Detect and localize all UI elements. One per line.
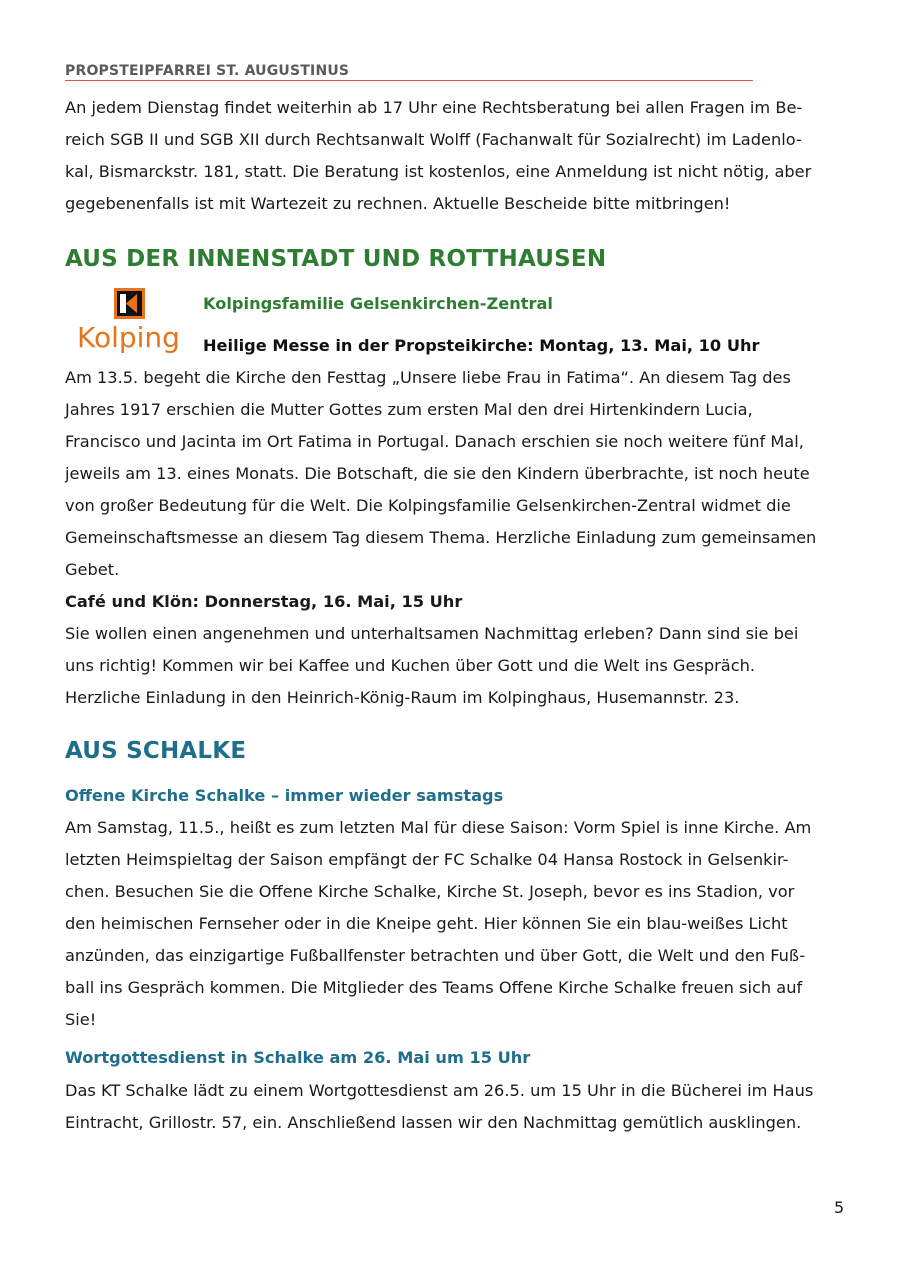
text-line: gegebenenfalls ist mit Wartezeit zu rechnen. Aktuelle Bescheide bitte mitbringen! <box>65 194 731 213</box>
page-number: 5 <box>834 1198 845 1217</box>
svg-text:Kolping: Kolping <box>77 321 180 354</box>
text-line: Das KT Schalke lädt zu einem Wortgottesdienst am 26.5. um 15 Uhr in die Bücherei im Haus <box>65 1081 814 1100</box>
text-line: Herzliche Einladung in den Heinrich-König-Raum im Kolpinghaus, Husemannstr. 23. <box>65 688 740 707</box>
text-line: Gemeinschaftsmesse an diesem Tag diesem Thema. Herzliche Einladung zum gemeinsamen <box>65 528 817 547</box>
text-line: kal, Bismarckstr. 181, statt. Die Beratung ist kostenlos, eine Anmeldung ist nicht nötig, aber <box>65 162 812 181</box>
subheading-offene-kirche: Offene Kirche Schalke – immer wieder samstags <box>65 786 504 805</box>
section-heading-schalke: AUS SCHALKE <box>65 738 247 764</box>
text-line: ball ins Gespräch kommen. Die Mitglieder des Teams Offene Kirche Schalke freuen sich auf <box>65 978 803 997</box>
text-line: Sie wollen einen angenehmen und unterhaltsamen Nachmittag erleben? Dann sind sie bei <box>65 624 799 643</box>
text-line: Gebet. <box>65 560 120 579</box>
text-line: Sie! <box>65 1010 97 1029</box>
text-line: Am Samstag, 11.5., heißt es zum letzten Mal für diese Saison: Vorm Spiel is inne Kirche. Am <box>65 818 812 837</box>
paragraph-offene-kirche <box>65 812 845 1036</box>
intro-paragraph <box>65 92 845 220</box>
text-line: Jahres 1917 erschien die Mutter Gottes zum ersten Mal den drei Hirtenkindern Lucia, <box>65 400 753 419</box>
running-header: PROPSTEIPFARREI ST. AUGUSTINUS <box>65 62 753 81</box>
text-line: An jedem Dienstag findet weiterhin ab 17 Uhr eine Rechtsberatung bei allen Fragen im Be- <box>65 98 803 117</box>
text-line: uns richtig! Kommen wir bei Kaffee und Kuchen über Gott und die Welt ins Gespräch. <box>65 656 756 675</box>
event-title-messe: Heilige Messe in der Propsteikirche: Montag, 13. Mai, 10 Uhr <box>203 336 760 355</box>
text-line: Am 13.5. begeht die Kirche den Festtag „Unsere liebe Frau in Fatima“. An diesem Tag des <box>65 368 791 387</box>
text-line: reich SGB II und SGB XII durch Rechtsanwalt Wolff (Fachanwalt für Sozialrecht) im Ladenlo- <box>65 130 802 149</box>
section-heading-innenstadt: AUS DER INNENSTADT UND ROTTHAUSEN <box>65 246 607 272</box>
text-line: letzten Heimspieltag der Saison empfängt der FC Schalke 04 Hansa Rostock in Gelsenkir- <box>65 850 789 869</box>
kolping-logo <box>75 288 187 356</box>
text-line: anzünden, das einzigartige Fußballfenster betrachten und über Gott, die Welt und den Fuß- <box>65 946 806 965</box>
text-line: Francisco und Jacinta im Ort Fatima in Portugal. Danach erschien sie noch weitere fünf Mal, <box>65 432 804 451</box>
text-line: von großer Bedeutung für die Welt. Die Kolpingsfamilie Gelsenkirchen-Zentral widmet die <box>65 496 791 515</box>
subheading-wortgottesdienst: Wortgottesdienst in Schalke am 26. Mai um 15 Uhr <box>65 1048 531 1067</box>
text-line: jeweils am 13. eines Monats. Die Botschaft, die sie den Kindern überbrachte, ist noch heute <box>65 464 810 483</box>
event-paragraph-messe <box>65 362 845 714</box>
text-line: chen. Besuchen Sie die Offene Kirche Schalke, Kirche St. Joseph, bevor es ins Stadion, vor <box>65 882 795 901</box>
text-line: Eintracht, Grillostr. 57, ein. Anschließend lassen wir den Nachmittag gemütlich ausklingen. <box>65 1113 802 1132</box>
subheading-kolpingsfamilie: Kolpingsfamilie Gelsenkirchen-Zentral <box>203 294 553 313</box>
paragraph-wortgottesdienst <box>65 1075 845 1139</box>
text-line: den heimischen Fernseher oder in die Kneipe geht. Hier können Sie ein blau-weißes Licht <box>65 914 788 933</box>
event-title-cafe: Café und Klön: Donnerstag, 16. Mai, 15 Uhr <box>65 592 463 611</box>
